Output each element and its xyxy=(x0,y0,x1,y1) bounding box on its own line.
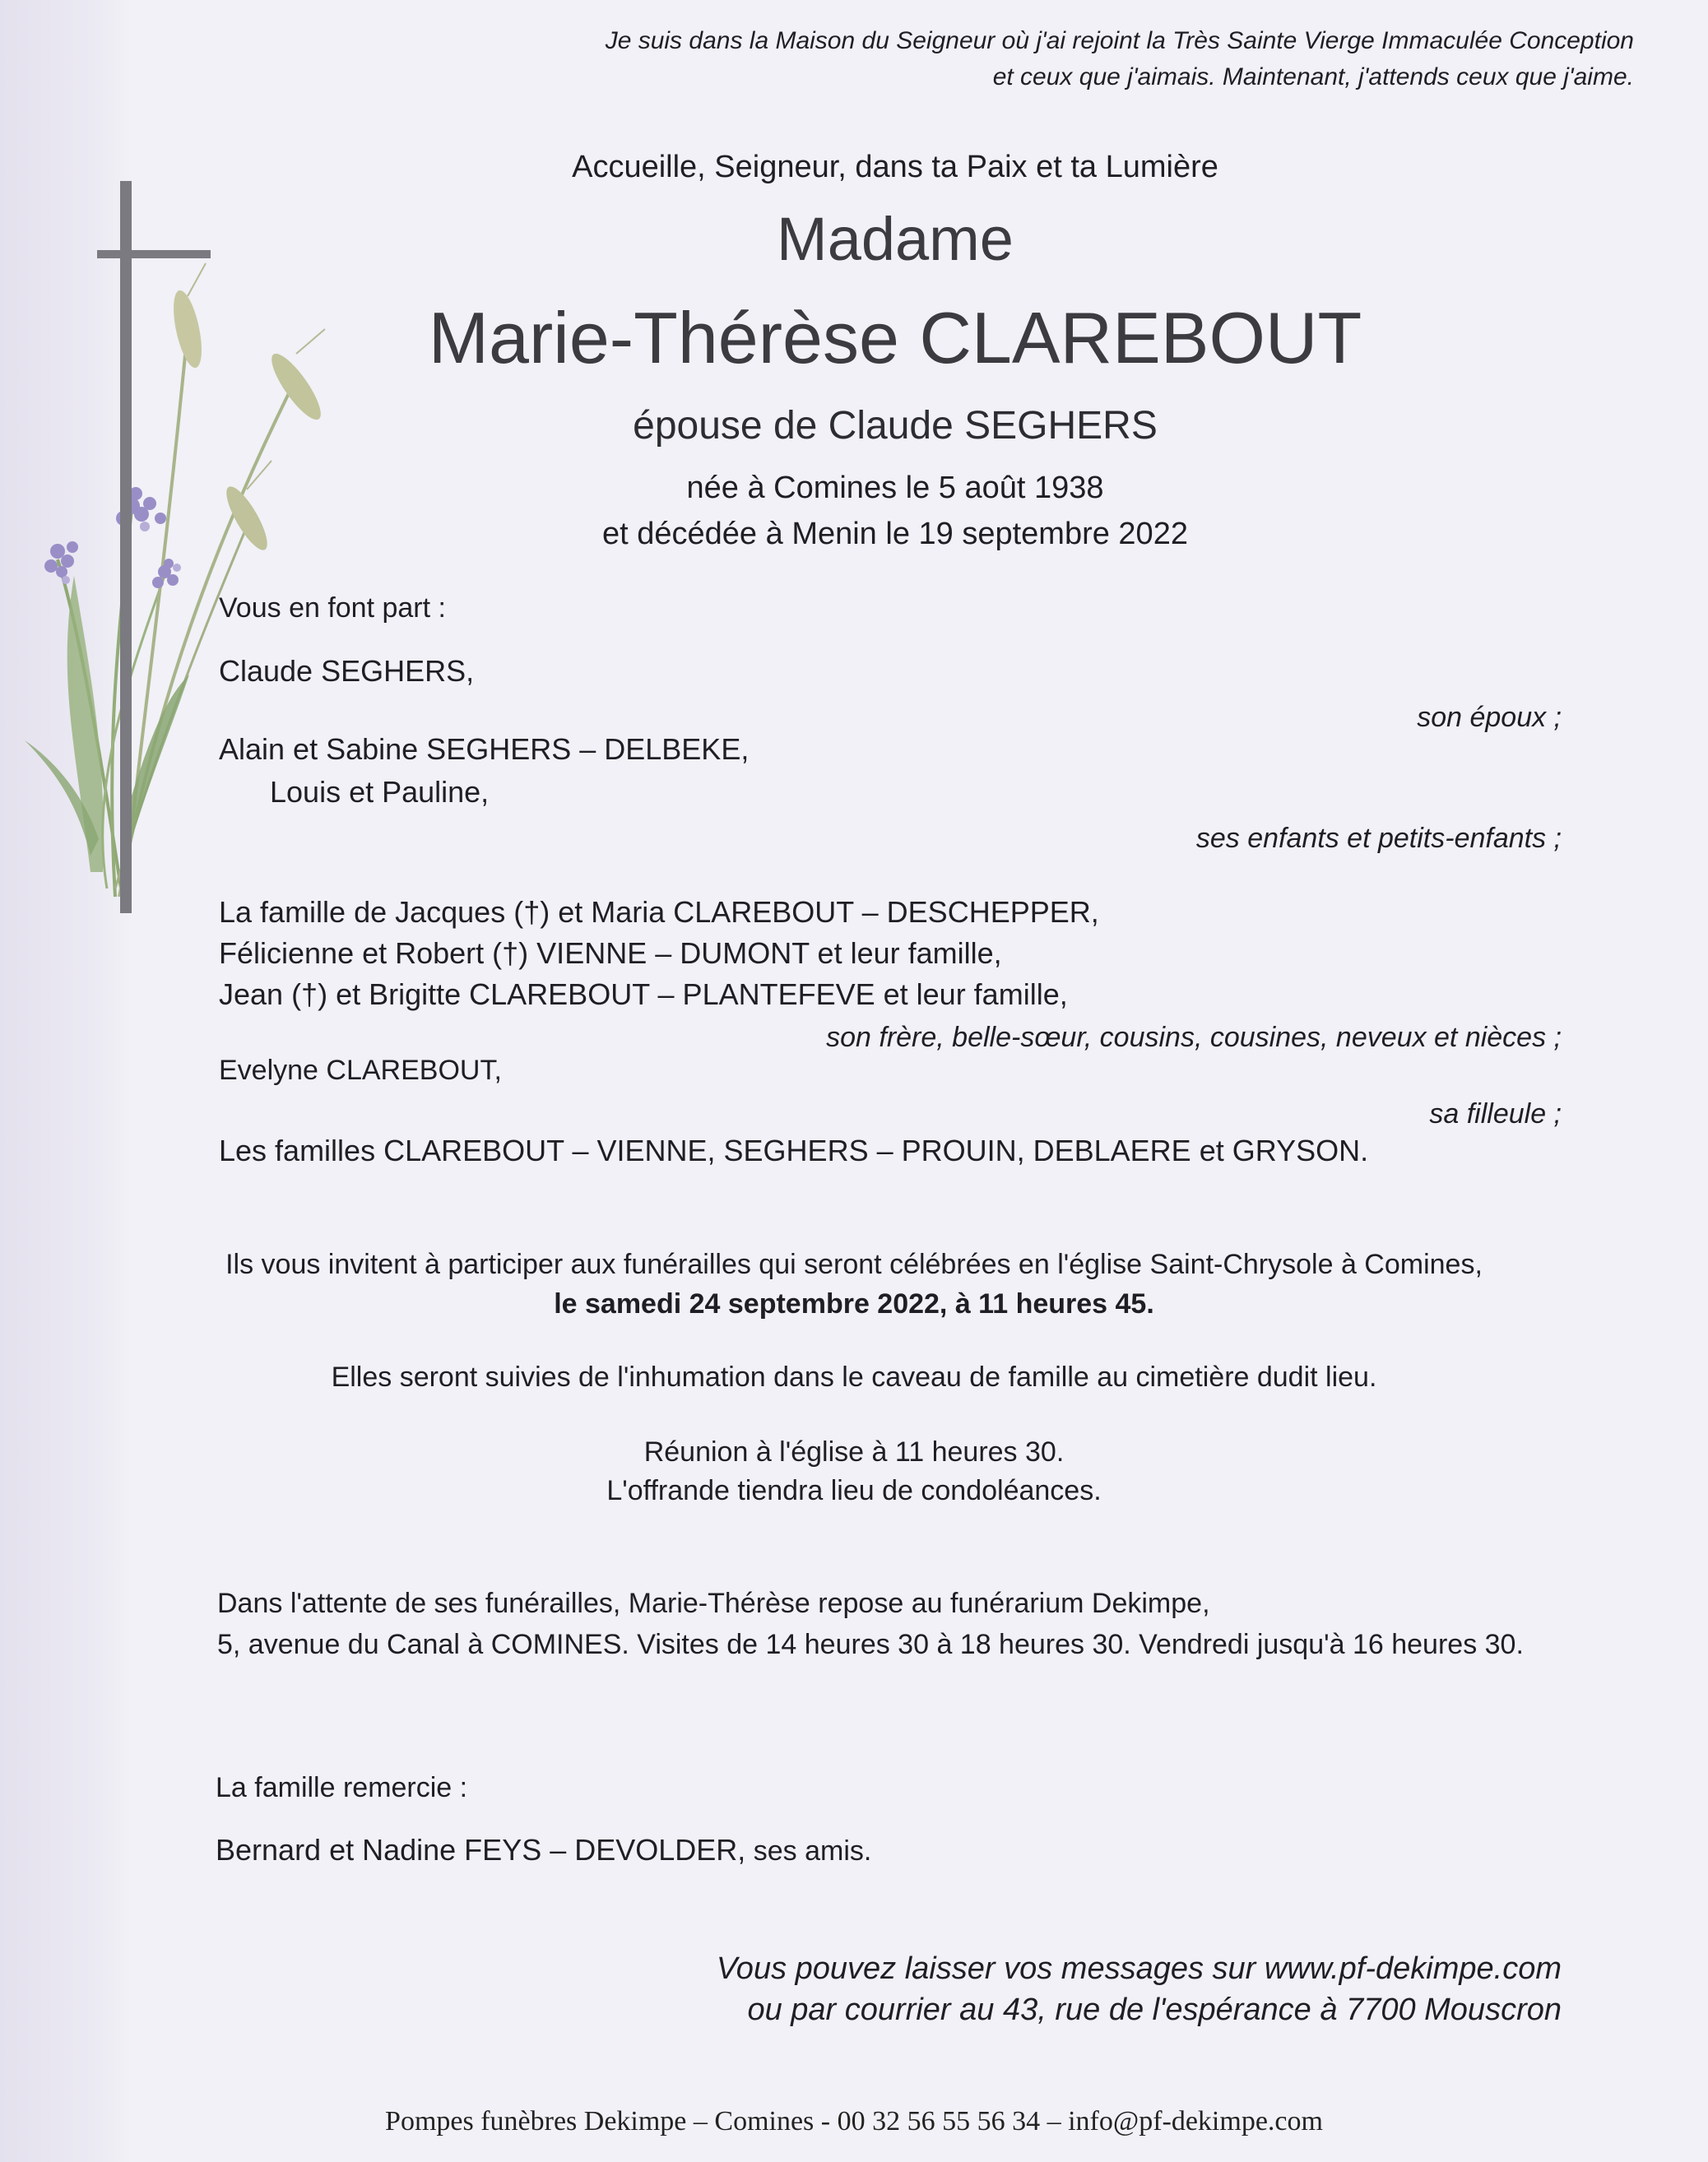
funeral-invitation-line-1: Ils vous invitent à participer aux funérailles qui seront célébrées en l'église Saint-Chrysole à Comines, xyxy=(225,1249,1483,1280)
header-quote xyxy=(606,23,1634,95)
rest-line-1: Dans l'attente de ses funérailles, Marie-Thérèse repose au funérarium Dekimpe, xyxy=(217,1588,1210,1619)
extended-families: Les familles CLAREBOUT – VIENNE, SEGHERS – PROUIN, DEBLAERE et GRYSON. xyxy=(219,1134,1369,1167)
spouse-name: Claude SEGHERS, xyxy=(219,654,475,688)
relatives-line-2: Félicienne et Robert (†) VIENNE – DUMONT et leur famille, xyxy=(219,936,1002,970)
goddaughter-name: Evelyne CLAREBOUT, xyxy=(219,1055,502,1086)
burial-line: Elles seront suivies de l'inhumation dans le caveau de famille au cimetière dudit lieu. xyxy=(331,1362,1377,1393)
children-line-1: Alain et Sabine SEGHERS – DELBEKE, xyxy=(219,732,750,766)
deceased-name: Marie-Thérèse CLAREBOUT xyxy=(428,297,1362,378)
rest-line-2: 5, avenue du Canal à COMINES. Visites de 14 heures 30 à 18 heures 30. Vendredi jusqu'à 16 heures 30. xyxy=(217,1629,1524,1660)
children-line-2: Louis et Pauline, xyxy=(270,775,490,809)
relatives-line-3: Jean (†) et Brigitte CLAREBOUT – PLANTEFEVE et leur famille, xyxy=(219,977,1068,1011)
reunion-line: Réunion à l'église à 11 heures 30. xyxy=(643,1436,1065,1468)
messages-line-1: Vous pouvez laisser vos messages sur www.pf-dekimpe.com xyxy=(716,1951,1562,1986)
thanks-suffix: ses amis. xyxy=(745,1835,872,1867)
goddaughter-role: sa filleule ; xyxy=(1429,1098,1562,1130)
relatives-line-1: La famille de Jacques (†) et Maria CLAREBOUT – DESCHEPPER, xyxy=(219,895,1099,929)
messages-line-2: ou par courrier au 43, rue de l'espérance à 7700 Mouscron xyxy=(747,1993,1562,2027)
offering-line: L'offrande tiendra lieu de condoléances. xyxy=(606,1475,1102,1506)
footer-contact: Pompes funèbres Dekimpe – Comines - 00 32 56 55 56 34 – info@pf-dekimpe.com xyxy=(385,2106,1323,2136)
family-intro: Vous en font part : xyxy=(219,592,446,624)
thanks-names: Bernard et Nadine FEYS – DEVOLDER, xyxy=(216,1833,746,1867)
prayer-line: Accueille, Seigneur, dans ta Paix et ta Lumière xyxy=(572,150,1218,184)
header-quote-line-1: Je suis dans la Maison du Seigneur où j'ai rejoint la Très Sainte Vierge Immaculée Conception xyxy=(605,27,1634,54)
spouse-line: épouse de Claude SEGHERS xyxy=(633,404,1158,448)
thanks-intro: La famille remercie : xyxy=(216,1772,468,1803)
thanks-line xyxy=(216,1833,871,1867)
relatives-role: son frère, belle-sœur, cousins, cousines, neveux et nièces ; xyxy=(826,1022,1562,1053)
funeral-date: le samedi 24 septembre 2022, à 11 heures 45. xyxy=(554,1288,1154,1320)
header-quote-line-2: et ceux que j'aimais. Maintenant, j'attends ceux que j'aime. xyxy=(992,63,1634,90)
honorific: Madame xyxy=(777,205,1014,273)
spouse-role: son époux ; xyxy=(1417,702,1562,733)
children-role: ses enfants et petits-enfants ; xyxy=(1195,823,1562,854)
death-line: et décédée à Menin le 19 septembre 2022 xyxy=(602,517,1188,551)
birth-line: née à Comines le 5 août 1938 xyxy=(686,471,1104,505)
